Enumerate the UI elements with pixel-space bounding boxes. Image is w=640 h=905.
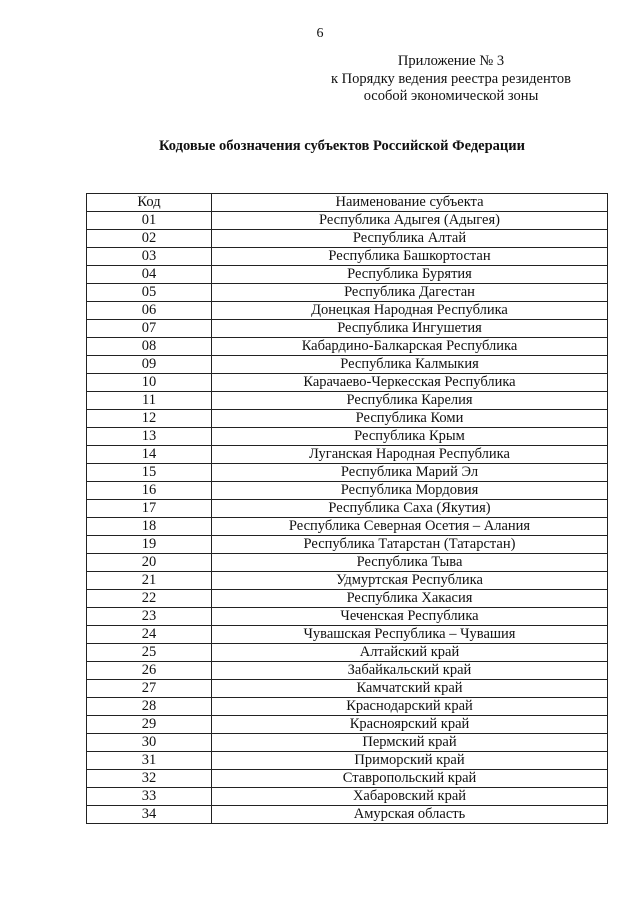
region-code-cell: 22 bbox=[87, 590, 212, 608]
region-code-cell: 11 bbox=[87, 392, 212, 410]
table-row bbox=[87, 698, 608, 716]
appendix-line-3: особой экономической зоны bbox=[363, 88, 539, 104]
table-row bbox=[87, 374, 608, 392]
table-row bbox=[87, 734, 608, 752]
region-name-cell: Республика Калмыкия bbox=[212, 356, 608, 374]
region-name-cell: Амурская область bbox=[212, 806, 608, 824]
region-code-cell: 23 bbox=[87, 608, 212, 626]
table-row bbox=[87, 752, 608, 770]
region-name-cell: Республика Хакасия bbox=[212, 590, 608, 608]
region-name-cell: Республика Башкортостан bbox=[212, 248, 608, 266]
region-name-cell: Приморский край bbox=[212, 752, 608, 770]
region-code-cell: 17 bbox=[87, 500, 212, 518]
region-code-cell: 15 bbox=[87, 464, 212, 482]
table-row bbox=[87, 680, 608, 698]
region-code-cell: 25 bbox=[87, 644, 212, 662]
region-name-cell: Республика Ингушетия bbox=[212, 320, 608, 338]
table-row bbox=[87, 662, 608, 680]
region-name-cell: Республика Бурятия bbox=[212, 266, 608, 284]
region-name-cell: Республика Тыва bbox=[212, 554, 608, 572]
region-code-cell: 34 bbox=[87, 806, 212, 824]
region-code-cell: 08 bbox=[87, 338, 212, 356]
region-code-cell: 05 bbox=[87, 284, 212, 302]
table-row bbox=[87, 284, 608, 302]
region-name-cell: Чувашская Республика – Чувашия bbox=[212, 626, 608, 644]
region-code-cell: 14 bbox=[87, 446, 212, 464]
table-row bbox=[87, 536, 608, 554]
page-number: 6 bbox=[316, 26, 324, 41]
name-column-header: Наименование субъекта bbox=[212, 194, 608, 212]
region-name-cell: Чеченская Республика bbox=[212, 608, 608, 626]
table-row bbox=[87, 572, 608, 590]
table-row bbox=[87, 212, 608, 230]
table-row bbox=[87, 716, 608, 734]
region-name-cell: Забайкальский край bbox=[212, 662, 608, 680]
region-code-cell: 26 bbox=[87, 662, 212, 680]
region-code-cell: 06 bbox=[87, 302, 212, 320]
region-name-cell: Ставропольский край bbox=[212, 770, 608, 788]
region-code-cell: 32 bbox=[87, 770, 212, 788]
table-row bbox=[87, 770, 608, 788]
table-header-row bbox=[87, 194, 608, 212]
region-name-cell: Луганская Народная Республика bbox=[212, 446, 608, 464]
region-name-cell: Карачаево-Черкесская Республика bbox=[212, 374, 608, 392]
table-row bbox=[87, 320, 608, 338]
region-code-cell: 27 bbox=[87, 680, 212, 698]
region-code-cell: 07 bbox=[87, 320, 212, 338]
region-name-cell: Республика Марий Эл bbox=[212, 464, 608, 482]
region-code-cell: 16 bbox=[87, 482, 212, 500]
region-code-cell: 03 bbox=[87, 248, 212, 266]
region-code-cell: 01 bbox=[87, 212, 212, 230]
table-row bbox=[87, 482, 608, 500]
table-row bbox=[87, 554, 608, 572]
table-row bbox=[87, 590, 608, 608]
table-row bbox=[87, 464, 608, 482]
region-code-cell: 12 bbox=[87, 410, 212, 428]
region-name-cell: Алтайский край bbox=[212, 644, 608, 662]
region-code-cell: 29 bbox=[87, 716, 212, 734]
table-row bbox=[87, 608, 608, 626]
region-name-cell: Республика Северная Осетия – Алания bbox=[212, 518, 608, 536]
region-name-cell: Республика Мордовия bbox=[212, 482, 608, 500]
table-row bbox=[87, 302, 608, 320]
table-row bbox=[87, 266, 608, 284]
region-name-cell: Республика Коми bbox=[212, 410, 608, 428]
region-name-cell: Кабардино-Балкарская Республика bbox=[212, 338, 608, 356]
region-name-cell: Хабаровский край bbox=[212, 788, 608, 806]
region-name-cell: Красноярский край bbox=[212, 716, 608, 734]
region-name-cell: Республика Адыгея (Адыгея) bbox=[212, 212, 608, 230]
region-name-cell: Удмуртская Республика bbox=[212, 572, 608, 590]
region-code-cell: 18 bbox=[87, 518, 212, 536]
region-name-cell: Камчатский край bbox=[212, 680, 608, 698]
region-name-cell: Республика Татарстан (Татарстан) bbox=[212, 536, 608, 554]
table-body bbox=[87, 212, 608, 824]
region-code-cell: 13 bbox=[87, 428, 212, 446]
table-row bbox=[87, 356, 608, 374]
region-code-cell: 33 bbox=[87, 788, 212, 806]
region-code-cell: 21 bbox=[87, 572, 212, 590]
code-column-header: Код bbox=[87, 194, 212, 212]
table-row bbox=[87, 518, 608, 536]
region-name-cell: Донецкая Народная Республика bbox=[212, 302, 608, 320]
table-row bbox=[87, 248, 608, 266]
region-name-cell: Республика Алтай bbox=[212, 230, 608, 248]
table-row bbox=[87, 644, 608, 662]
table-row bbox=[87, 788, 608, 806]
table-row bbox=[87, 806, 608, 824]
region-code-cell: 30 bbox=[87, 734, 212, 752]
region-name-cell: Краснодарский край bbox=[212, 698, 608, 716]
region-code-cell: 28 bbox=[87, 698, 212, 716]
appendix-reference bbox=[300, 53, 602, 106]
table-row bbox=[87, 626, 608, 644]
table-row bbox=[87, 230, 608, 248]
region-name-cell: Республика Саха (Якутия) bbox=[212, 500, 608, 518]
table-row bbox=[87, 338, 608, 356]
table-row bbox=[87, 446, 608, 464]
table-row bbox=[87, 428, 608, 446]
region-code-cell: 09 bbox=[87, 356, 212, 374]
region-name-cell: Республика Дагестан bbox=[212, 284, 608, 302]
table-row bbox=[87, 410, 608, 428]
region-code-cell: 19 bbox=[87, 536, 212, 554]
region-code-cell: 20 bbox=[87, 554, 212, 572]
region-codes-table bbox=[86, 193, 608, 824]
region-name-cell: Республика Крым bbox=[212, 428, 608, 446]
region-code-cell: 04 bbox=[87, 266, 212, 284]
region-name-cell: Пермский край bbox=[212, 734, 608, 752]
document-title: Кодовые обозначения субъектов Российской Федерации bbox=[159, 138, 525, 154]
appendix-line-2: к Порядку ведения реестра резидентов bbox=[331, 70, 571, 87]
table-row bbox=[87, 500, 608, 518]
region-name-cell: Республика Карелия bbox=[212, 392, 608, 410]
region-code-cell: 31 bbox=[87, 752, 212, 770]
table-row bbox=[87, 392, 608, 410]
region-code-cell: 10 bbox=[87, 374, 212, 392]
appendix-line-1: Приложение № 3 bbox=[397, 53, 505, 69]
region-code-cell: 24 bbox=[87, 626, 212, 644]
region-code-cell: 02 bbox=[87, 230, 212, 248]
